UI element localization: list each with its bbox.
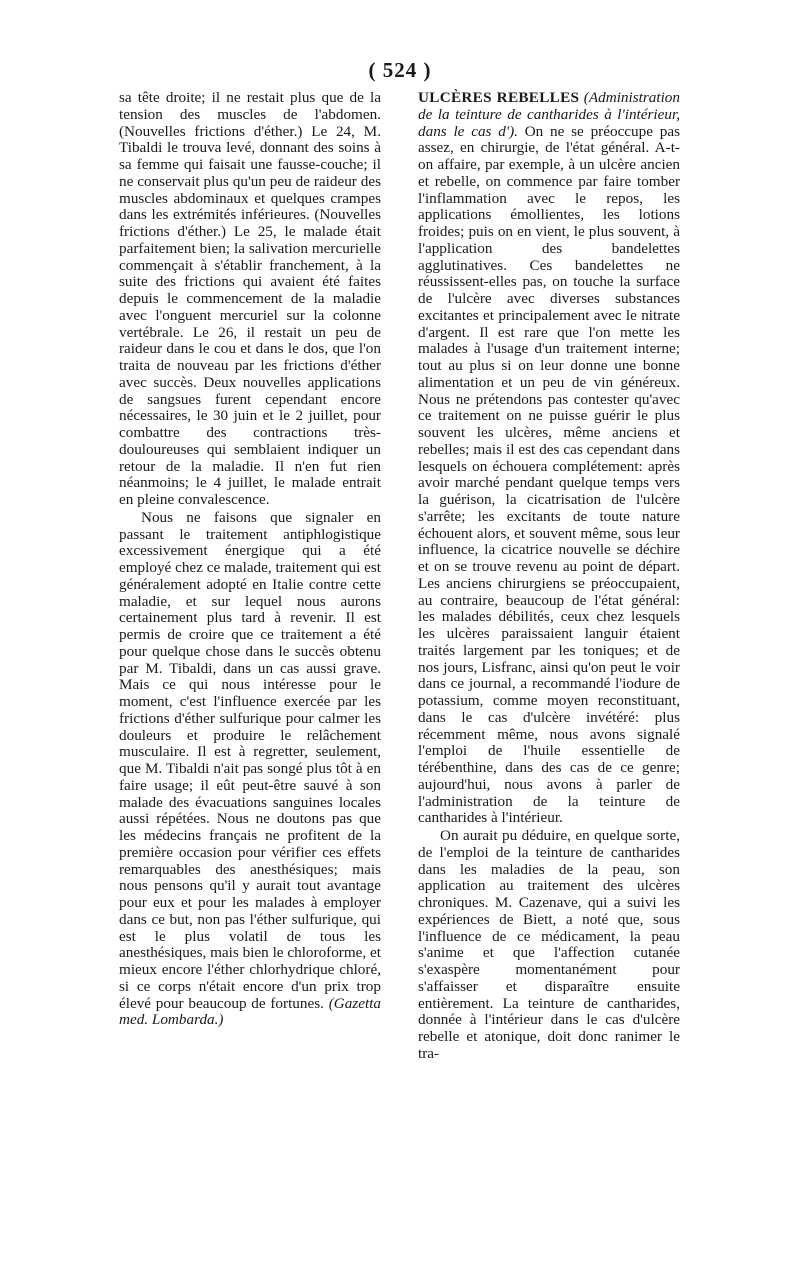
right-column: [418, 90, 680, 1063]
left-paragraph-2: [119, 510, 381, 1029]
left-paragraph-2-text: Nous ne faisons que signaler en passant le traitement antiphlogistique excessivement énergique qui a été employé chez ce malade, traitement qui est généralement adopté en Italie contre cette maladie, et sur lequel nous aurons certainement plus tard à revenir. Il est permis de croire que ce traitement a été pour quelque chose dans le succès obtenu par M. Tibaldi, dans un cas aussi grave. Mais ce qui nous intéresse pour le moment, c'est l'influence exercée par les frictions d'éther sulfurique pour calmer les douleurs et produire le relâchement musculaire. Il est à regretter, seulement, que M. Tibaldi n'ait pas songé plus tôt à en faire usage; il eût peut-être sauvé à son malade des évacuations sanguines locales aussi répétées. Nous ne doutons pas que les médecins français ne profitent de la première occasion pour vérifier ces effets remarquables des anesthésiques; mais nous pensons qu'il y aurait tout avantage pour eux et pour les malades à employer dans ce but, non pas l'éther sulfurique, qui est le plus volatil de tous les anesthésiques, mais bien le chloroforme, et mieux encore l'éther chlorhydrique chloré, si ce corps n'était encore d'un prix trop élevé pour beaucoup de fortunes.: [119, 508, 381, 1012]
left-column: [119, 90, 381, 1029]
page-number: ( 524 ): [368, 58, 432, 82]
left-paragraph-1: sa tête droite; il ne restait plus que de la tension des muscles de l'abdomen. (Nouvelles frictions d'éther.) Le 24, M. Tibaldi le trouva levé, donnant des soins à sa femme qui faisait une fausse-couche; il ne conservait plus qu'un peu de raideur des muscles abdominaux et quelques crampes dans les extrémités inférieures. (Nouvelles frictions d'éther.) Le 25, le malade était parfaitement bien; la salivation mercurielle commençait à s'établir franchement, à la suite des frictions qui avaient été faites depuis le commencement de la maladie avec l'onguent mercuriel sur la colonne vertébrale. Le 26, il restait un peu de raideur dans le cou et dans le dos, que l'on traita de nouveau par les frictions d'éther avec succès. Deux nouvelles applications de sangsues furent cependant encore nécessaires, le 30 juin et le 2 juillet, pour combattre des contractions très-douloureuses qui semblaient indiquer un retour de la maladie. Il n'en fut rien néanmoins; le 4 juillet, le malade entrait en pleine convalescence.: [119, 89, 381, 508]
section-heading: ULCÈRES REBELLES: [418, 89, 580, 106]
citation: (Gazetta med. Lombarda.): [119, 994, 382, 1029]
right-paragraph-1: [418, 90, 680, 827]
right-paragraph-1-text: On ne se préoccupe pas assez, en chirurgie, de l'état général. A-t-on affaire, par exemple, à un ulcère ancien et rebelle, on commence par faire tomber l'inflammation avec le repos, les applications émollientes, les lotions froides; puis on en vient, le plus souvent, à l'application des bandelettes agglutinatives. Ces bandelettes ne réussissent-elles pas, on touche la surface de l'ulcère avec diverses substances excitantes et principalement avec le nitrate d'argent. Il est rare que l'on mette les malades à l'usage d'un traitement interne; tout au plus si on leur donne une bonne alimentation et un peu de vin généreux. Nous ne prétendons pas contester qu'avec ce traitement on ne puisse guérir le plus souvent les ulcères, même anciens et rebelles; mais il est des cas cependant dans lesquels on échouera complétement: après avoir marché pendant quelque temps vers la guérison, la cicatrisation de l'ulcère s'arrête; les excitants de toute nature échouent alors, et souvent même, sous leur influence, la cicatrice nouvelle se déchire et on se trouve revenu au point de départ. Les anciens chirurgiens se préoccupaient, au contraire, beaucoup de l'état général: les malades débilités, ceux chez lesquels les ulcères paraissaient languir étaient traités largement par les toniques; et de nos jours, Lisfranc, ainsi qu'on peut le voir dans ce journal, a recommandé l'iodure de potassium, comme moyen reconstituant, dans le cas d'ulcère invétéré: plus récemment même, nous avons signalé l'emploi de l'huile essentielle de térébenthine, dans des cas de ce genre; aujourd'hui, nous avons à parler de l'administration de la teinture de cantharides à l'intérieur.: [418, 122, 680, 827]
section-subheading: (Administration de la teinture de cantharides à l'intérieur, dans le cas d').: [418, 89, 680, 140]
right-paragraph-2: On aurait pu déduire, en quelque sorte, de l'emploi de la teinture de cantharides dans les maladies de la peau, son application au traitement des ulcères chroniques. M. Cazenave, qui a suivi les expériences de Biett, a noté que, sous l'influence de ce médicament, la peau s'anime et que l'affection cutanée s'exaspère momentanément pour s'affaisser et disparaître ensuite entièrement. La teinture de cantharides, donnée à l'intérieur dans le cas d'ulcère rebelle et atonique, doit donc ranimer le tra-: [418, 827, 680, 1062]
